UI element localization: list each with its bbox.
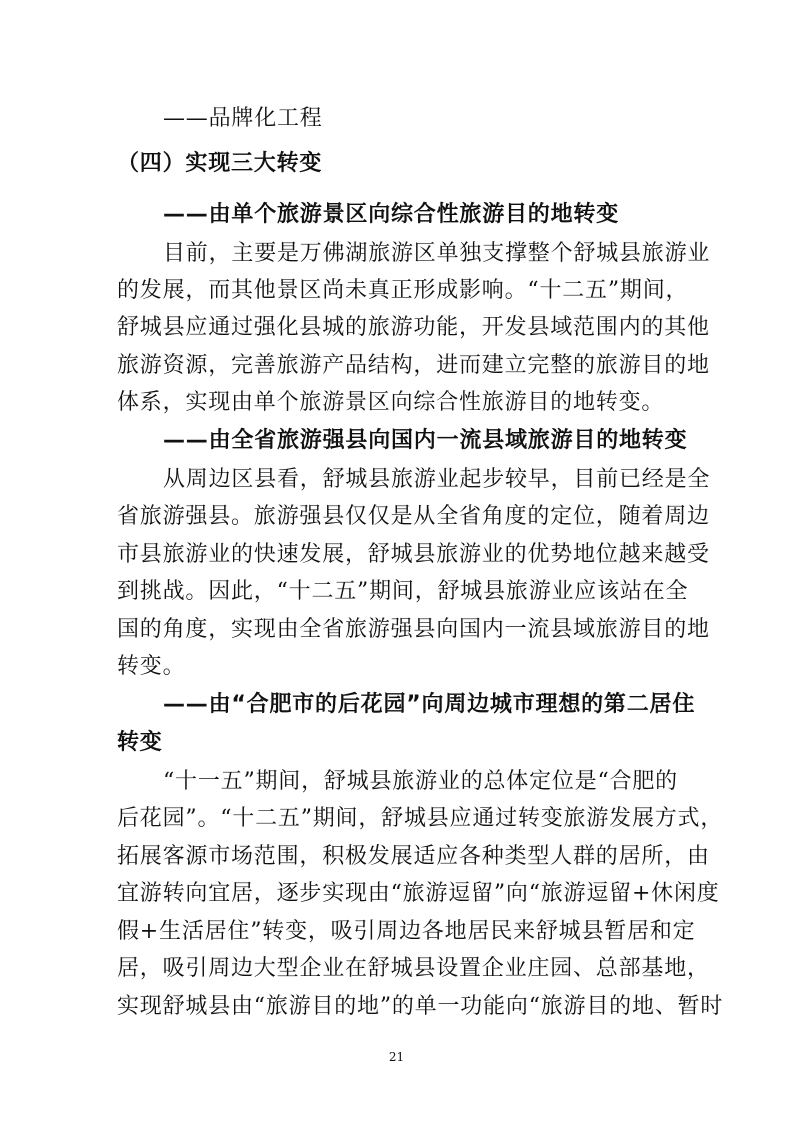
paragraph-line: 国的角度，实现由全省旅游强县向国内一流县域旅游目的地 xyxy=(117,617,710,642)
paragraph-line: 旅游资源，完善旅游产品结构，进而建立完整的旅游目的地 xyxy=(117,353,710,378)
paragraph-line: 宜游转向宜居，逐步实现由“旅游逗留”向“旅游逗留+休闲度 xyxy=(117,881,720,906)
paragraph-line: “十一五”期间，舒城县旅游业的总体定位是“合肥的 xyxy=(163,769,678,794)
section-heading: （四）实现三大转变 xyxy=(117,151,323,176)
subheading-2: ——由全省旅游强县向国内一流县域旅游目的地转变 xyxy=(163,428,688,453)
paragraph-line: 实现舒城县由“旅游目的地”的单一功能向“旅游目的地、暂时 xyxy=(117,994,724,1019)
page-number: 21 xyxy=(388,1050,405,1064)
paragraph-line: 的发展，而其他景区尚未真正形成影响。“十二五”期间， xyxy=(117,278,689,303)
paragraph-line: 转变。 xyxy=(117,654,186,679)
paragraph-line: 从周边区县看，舒城县旅游业起步较早，目前已经是全 xyxy=(163,467,711,492)
paragraph-line: 市县旅游业的快速发展，舒城县旅游业的优势地位越来越受 xyxy=(117,542,710,567)
subheading-1: ——由单个旅游景区向综合性旅游目的地转变 xyxy=(163,202,620,227)
paragraph-line: 体系，实现由单个旅游景区向综合性旅游目的地转变。 xyxy=(117,390,665,415)
paragraph-line: 舒城县应通过强化县城的旅游功能，开发县域范围内的其他 xyxy=(117,315,710,340)
paragraph-line: 后花园”。“十二五”期间，舒城县应通过转变旅游发展方式， xyxy=(117,806,724,831)
list-item-branding: ——品牌化工程 xyxy=(163,106,323,131)
subheading-3: ——由“合肥市的后花园”向周边城市理想的第二居住 xyxy=(163,692,696,717)
paragraph-line: 省旅游强县。旅游强县仅仅是从全省角度的定位，随着周边 xyxy=(117,504,710,529)
paragraph-line: 拓展客源市场范围，积极发展适应各种类型人群的居所，由 xyxy=(117,844,710,869)
paragraph-line: 目前，主要是万佛湖旅游区单独支撑整个舒城县旅游业 xyxy=(163,241,711,266)
paragraph-line: 居，吸引周边大型企业在舒城县设置企业庄园、总部基地， xyxy=(117,956,710,981)
paragraph-line: 假+生活居住”转变，吸引周边各地居民来舒城县暂居和定 xyxy=(117,919,696,944)
subheading-3-cont: 转变 xyxy=(117,730,163,755)
paragraph-line: 到挑战。因此，“十二五”期间，舒城县旅游业应该站在全 xyxy=(117,579,689,604)
